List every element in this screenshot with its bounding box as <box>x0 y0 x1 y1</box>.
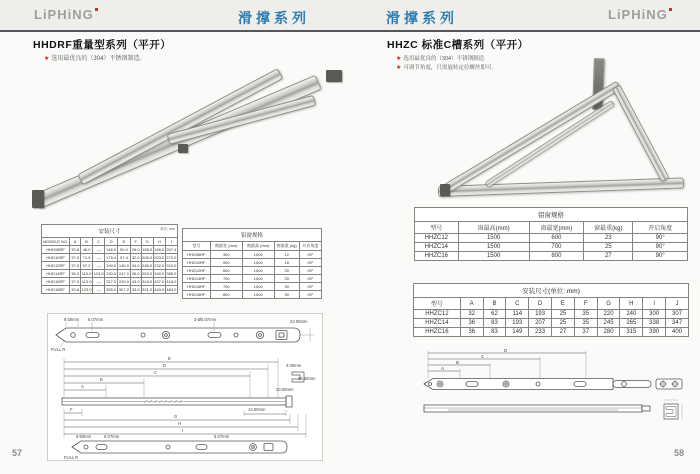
table-cell: 484.0 <box>166 287 177 292</box>
table-cell: 240 <box>620 310 643 319</box>
table-cell: 110.0 <box>81 271 92 276</box>
table-cell: 90° <box>633 234 688 243</box>
table-cell: — <box>93 278 105 286</box>
dim-letter: I <box>182 428 184 433</box>
table-cell: 700 <box>210 283 242 291</box>
column-header: E <box>118 238 131 246</box>
table-cell: 166.0 <box>154 247 165 252</box>
window-spec-table-right <box>414 207 688 261</box>
table-cell: HHZC16 <box>414 328 461 337</box>
table-cell: 27 <box>552 328 575 337</box>
column-header: C <box>93 238 105 246</box>
table-cell: 35 <box>574 310 597 319</box>
table-cell: 307 <box>666 310 689 319</box>
table-cell: 1500 <box>242 275 274 283</box>
column-header: 开启角度 <box>633 222 688 234</box>
star-icon: ★ <box>396 65 402 72</box>
stay-track-arm <box>438 177 684 197</box>
table-cell: HHD16RF <box>183 283 211 291</box>
table-cell: 307.2 <box>118 287 129 292</box>
table-cell: 227.0 <box>106 279 117 284</box>
bullet-text: 选用最优良的（304）不锈钢制造。 <box>51 56 146 62</box>
table-cell: 90° <box>633 243 688 252</box>
column-header: 型号 <box>415 222 459 234</box>
column-header: I <box>643 298 666 310</box>
data-table <box>413 297 689 337</box>
table-cell: 35 <box>574 319 597 328</box>
table-cell: HHD12RF <box>42 262 70 270</box>
table-cell: 83 <box>483 319 506 328</box>
dim-letter: B <box>100 377 103 382</box>
series-title-right: 滑撑系列 <box>386 10 458 26</box>
table-cell: 37 <box>574 328 597 337</box>
table-cell: 30.8 <box>71 287 80 292</box>
table-cell: 23 <box>584 234 633 243</box>
column-header: 窗最高 (mm) <box>242 242 274 251</box>
column-header: C <box>506 298 529 310</box>
table-cell: 146.0 <box>106 247 117 252</box>
table-title <box>41 224 178 237</box>
table-cell: 390 <box>643 328 666 337</box>
page-number-right: 58 <box>674 448 685 458</box>
dim-label: FULL R <box>51 347 66 352</box>
table-cell: 1500 <box>242 267 274 275</box>
mid-rivet-block <box>178 144 188 153</box>
dim-label: 23.00mm <box>276 387 294 392</box>
table-cell: 26.0 <box>131 271 140 276</box>
table-cell: 36 <box>460 319 483 328</box>
column-header: G <box>141 238 153 246</box>
brand-logo-right <box>608 7 672 22</box>
header-row <box>183 242 322 251</box>
table-cell: 27 <box>584 252 633 261</box>
table-row <box>415 234 688 243</box>
table-cell: 272.0 <box>166 255 177 260</box>
series-title-left: 滑撑系列 <box>238 10 310 26</box>
table-cell: 315 <box>620 328 643 337</box>
data-table <box>41 237 178 294</box>
column-header: A <box>70 238 81 246</box>
dim-letter: C <box>481 354 485 359</box>
brand-logo-left <box>34 7 98 22</box>
table-cell: HHD12RF <box>183 267 211 275</box>
table-cell: 232.0 <box>154 263 165 268</box>
table-cell: 30 <box>274 291 299 299</box>
header-row <box>415 222 688 234</box>
table-cell: 1500 <box>458 234 529 243</box>
dim-label: 14.50mm <box>248 407 266 412</box>
table-cell: 239.0 <box>118 279 129 284</box>
table-cell: 97.2 <box>81 262 93 270</box>
table-cell: 280 <box>597 328 620 337</box>
table-title: 铝窗规格 <box>414 207 688 221</box>
column-header: 窗最高(mm) <box>458 222 529 234</box>
column-header: I <box>165 238 177 246</box>
table-cell: 338 <box>643 319 666 328</box>
table-cell: — <box>93 262 105 270</box>
table-cell: 37.0 <box>71 263 80 268</box>
column-header: J <box>666 298 689 310</box>
table-cell: 90° <box>633 252 688 261</box>
table-row <box>42 286 178 294</box>
technical-drawing-right <box>418 348 690 426</box>
column-header: G <box>597 298 620 310</box>
table-cell: 300 <box>210 251 242 259</box>
table-cell: 90° <box>299 267 321 275</box>
table-cell: 90° <box>299 259 321 267</box>
table-row <box>183 259 322 267</box>
table-cell: 193 <box>529 310 552 319</box>
table-cell: 265 <box>620 319 643 328</box>
dim-letter: G <box>174 414 178 419</box>
dim-label: 9.50mm <box>64 317 80 322</box>
table-cell: 437.0 <box>154 279 165 284</box>
table-cell: 25 <box>584 243 633 252</box>
dim-letter: F <box>70 407 73 412</box>
table-cell: 700 <box>529 243 584 252</box>
table-cell: 36 <box>460 328 483 337</box>
header-row <box>414 298 689 310</box>
column-header: 窗最重 (kg) <box>274 242 299 251</box>
table-row <box>415 252 688 261</box>
table-cell: 300 <box>643 310 666 319</box>
table-cell: HHD10RF <box>183 259 211 267</box>
table-cell: — <box>93 246 105 254</box>
table-cell: 380.0 <box>166 271 177 276</box>
logo-dot-icon <box>95 8 98 11</box>
table-cell: 236.0 <box>142 263 153 268</box>
table-cell: 247.0 <box>118 271 129 276</box>
table-row <box>183 267 322 275</box>
table-cell: 340.0 <box>154 271 165 276</box>
header-band <box>0 0 700 32</box>
column-header: 窗最宽(mm) <box>529 222 584 234</box>
table-cell: 1500 <box>458 243 529 252</box>
table-cell: HHD18RF <box>42 286 70 294</box>
table-cell: 500 <box>210 259 242 267</box>
table-cell: 1500 <box>242 259 274 267</box>
bullet-text: 选用最优良的（304）不锈钢制造 <box>403 56 485 62</box>
table-cell: 12 <box>274 251 299 259</box>
stay-support-arm <box>77 68 283 185</box>
table-title: 铝窗规格 <box>182 228 322 241</box>
table-cell: 800 <box>210 291 242 299</box>
table-title: 安装尺寸(单位: mm) <box>413 283 689 297</box>
table-cell: 97.4 <box>118 254 131 262</box>
table-row <box>183 291 322 299</box>
table-cell: HHZC12 <box>415 234 459 243</box>
table-row <box>183 283 322 291</box>
star-icon: ★ <box>44 56 50 62</box>
column-header: 窗最宽 (mm) <box>210 242 242 251</box>
table-cell: 600 <box>210 267 242 275</box>
table-row <box>414 328 689 337</box>
table-row <box>414 319 689 328</box>
data-table <box>182 241 322 299</box>
column-header: A <box>460 298 483 310</box>
bullet-text: 可调节角度，只需旋转定位螺丝即可。 <box>403 65 497 72</box>
table-cell: 600 <box>529 234 584 243</box>
dim-letter: C <box>154 370 158 375</box>
dim-letter: B <box>456 360 460 365</box>
table-cell: 321.0 <box>142 287 153 292</box>
table-cell: 90° <box>299 251 321 259</box>
table-cell: 190.0 <box>106 263 117 268</box>
table-cell: 245 <box>597 319 620 328</box>
table-cell: 83 <box>483 328 506 337</box>
page-number-left: 57 <box>12 448 23 458</box>
brand-logo-text: LiPHiNG <box>34 7 94 22</box>
table-row <box>414 310 689 319</box>
table-row <box>42 246 178 254</box>
table-cell: 203.0 <box>154 255 165 260</box>
table-cell: 193 <box>506 319 529 328</box>
table-cell: HHZC16 <box>415 252 459 261</box>
table-cell: 46.0 <box>81 246 93 254</box>
table-cell: HHZC12 <box>414 310 461 319</box>
table-cell: 800 <box>529 252 584 261</box>
table-cell: HHZC14 <box>415 243 459 252</box>
table-cell: 418.0 <box>166 279 177 284</box>
logo-dot-icon <box>669 8 672 11</box>
table-cell: 71.5 <box>81 254 93 262</box>
table-title-text: 安装尺寸 <box>98 229 121 235</box>
dim-letter: E <box>168 356 171 361</box>
table-row <box>183 251 322 259</box>
column-header: 型号 <box>183 242 211 251</box>
table-cell: 30 <box>274 283 299 291</box>
table-cell: HHD18RF <box>183 291 211 299</box>
table-row <box>42 254 178 262</box>
table-cell: 16 <box>274 259 299 267</box>
product-photo-hhdrf <box>28 62 338 217</box>
table-cell: 113.0 <box>81 279 92 284</box>
column-header: D <box>529 298 552 310</box>
column-header: F <box>574 298 597 310</box>
column-header: H <box>153 238 165 246</box>
table-cell: 123.0 <box>81 287 92 292</box>
table-cell: HHD16RF <box>42 278 70 286</box>
table-cell: 206.0 <box>142 255 153 260</box>
table-cell: 90° <box>299 283 321 291</box>
column-header: D <box>105 238 118 246</box>
table-row <box>42 278 178 286</box>
column-header: F <box>130 238 141 246</box>
table-cell: 343.0 <box>142 279 153 284</box>
table-cell: 1500 <box>242 291 274 299</box>
table-cell: 233 <box>529 328 552 337</box>
dim-letter: A <box>441 366 445 371</box>
table-cell: 253.0 <box>142 271 153 276</box>
dim-label: 5.07mm <box>88 317 104 322</box>
stay-inner-arm <box>484 100 615 189</box>
column-header: H <box>620 298 643 310</box>
table-cell: HHD14RF <box>183 275 211 283</box>
table-cell: 400 <box>666 328 689 337</box>
header-row <box>42 238 178 246</box>
table-cell: 25 <box>274 275 299 283</box>
table-cell: 220 <box>597 310 620 319</box>
table-cell: 62 <box>483 310 506 319</box>
data-table <box>414 221 688 261</box>
install-dimensions-table-left <box>41 224 178 294</box>
table-cell: HHD08RF <box>183 251 211 259</box>
table-cell: 207.4 <box>166 247 177 252</box>
top-hinge-block <box>326 70 342 82</box>
install-dimensions-table-right <box>413 283 689 337</box>
table-cell: 25 <box>552 310 575 319</box>
dim-letter: H <box>178 421 182 426</box>
table-cell: 37.0 <box>71 255 80 260</box>
dim-label: 5.07mm <box>214 434 230 439</box>
table-cell: 124.0 <box>93 271 104 276</box>
table-cell: 700 <box>210 275 242 283</box>
table-cell: HHZC14 <box>414 319 461 328</box>
table-row <box>183 275 322 283</box>
table-cell: 30.8 <box>71 247 80 252</box>
column-header: 窗最重(kg) <box>584 222 633 234</box>
table-cell: 443.0 <box>154 287 165 292</box>
table-row <box>42 270 178 278</box>
table-cell: HHD14RF <box>42 270 70 278</box>
column-header: B <box>81 238 93 246</box>
dim-label: 16.50mm <box>298 376 316 381</box>
table-cell: 347 <box>666 319 689 328</box>
table-cell: 37.5 <box>71 279 80 284</box>
section-title-left: HHDRF重量型系列（平开） <box>33 39 172 51</box>
dim-letter: D <box>504 348 508 353</box>
table-cell: 36.0 <box>71 271 80 276</box>
table-cell: 25 <box>552 319 575 328</box>
table-cell: 90° <box>299 275 321 283</box>
table-cell: 90.0 <box>118 246 131 254</box>
column-header: 开启角度 <box>299 242 321 251</box>
table-cell: 230.0 <box>106 271 117 276</box>
technical-drawing-left <box>47 313 323 461</box>
column-header: E <box>552 298 575 310</box>
dim-label: 3-Ø5.07mm <box>194 317 217 322</box>
table-cell: 32 <box>460 310 483 319</box>
dim-label: 3.00mm <box>286 363 302 368</box>
column-header: B <box>483 298 506 310</box>
table-cell: 114 <box>506 310 529 319</box>
table-cell: 156.0 <box>142 247 153 252</box>
table-cell: HHD10RF <box>42 254 70 262</box>
product-photo-hhzc <box>438 56 690 206</box>
table-cell: 43.0 <box>131 279 140 284</box>
table-cell: 1500 <box>458 252 529 261</box>
dim-letter: D <box>163 363 167 368</box>
table-cell: 90° <box>299 291 321 299</box>
stay-short-arm <box>612 84 670 182</box>
end-hinge-block <box>32 190 44 208</box>
end-hinge-block <box>440 184 450 196</box>
table-cell: 33.0 <box>131 287 140 292</box>
table-cell: 146.0 <box>118 263 129 268</box>
table-row <box>42 262 178 270</box>
table-cell: 149 <box>506 328 529 337</box>
section-title-right: HHZC 标准C槽系列（平开） <box>387 39 529 51</box>
brand-logo-text: LiPHiNG <box>608 7 668 22</box>
dim-letter: A <box>81 384 84 389</box>
column-header: MODELE NO. <box>43 239 69 244</box>
dim-label: 23.00mm <box>290 319 308 324</box>
dim-label: 9.50mm <box>76 434 92 439</box>
table-cell: 1000 <box>242 251 274 259</box>
table-cell: — <box>93 286 105 294</box>
table-cell: 255.0 <box>106 287 117 292</box>
unit-note: 单位: mm <box>160 227 175 231</box>
table-cell: 310.0 <box>166 263 177 268</box>
table-cell: — <box>93 254 105 262</box>
star-icon: ★ <box>396 56 402 62</box>
stay-long-arm <box>443 81 621 194</box>
table-cell: 207 <box>529 319 552 328</box>
table-cell: HHD08RF <box>42 246 70 254</box>
dim-label: 5.07mm <box>104 434 120 439</box>
table-cell: 32.0 <box>131 255 140 260</box>
window-spec-table-left <box>182 228 322 299</box>
dim-label: FULL R <box>64 455 79 460</box>
table-cell: 34.0 <box>131 263 140 268</box>
table-cell: 1500 <box>242 283 274 291</box>
table-cell: 20 <box>274 267 299 275</box>
table-cell: 175.4 <box>106 255 117 260</box>
table-row <box>415 243 688 252</box>
table-cell: 26.0 <box>131 247 140 252</box>
column-header: 型号 <box>414 298 461 310</box>
